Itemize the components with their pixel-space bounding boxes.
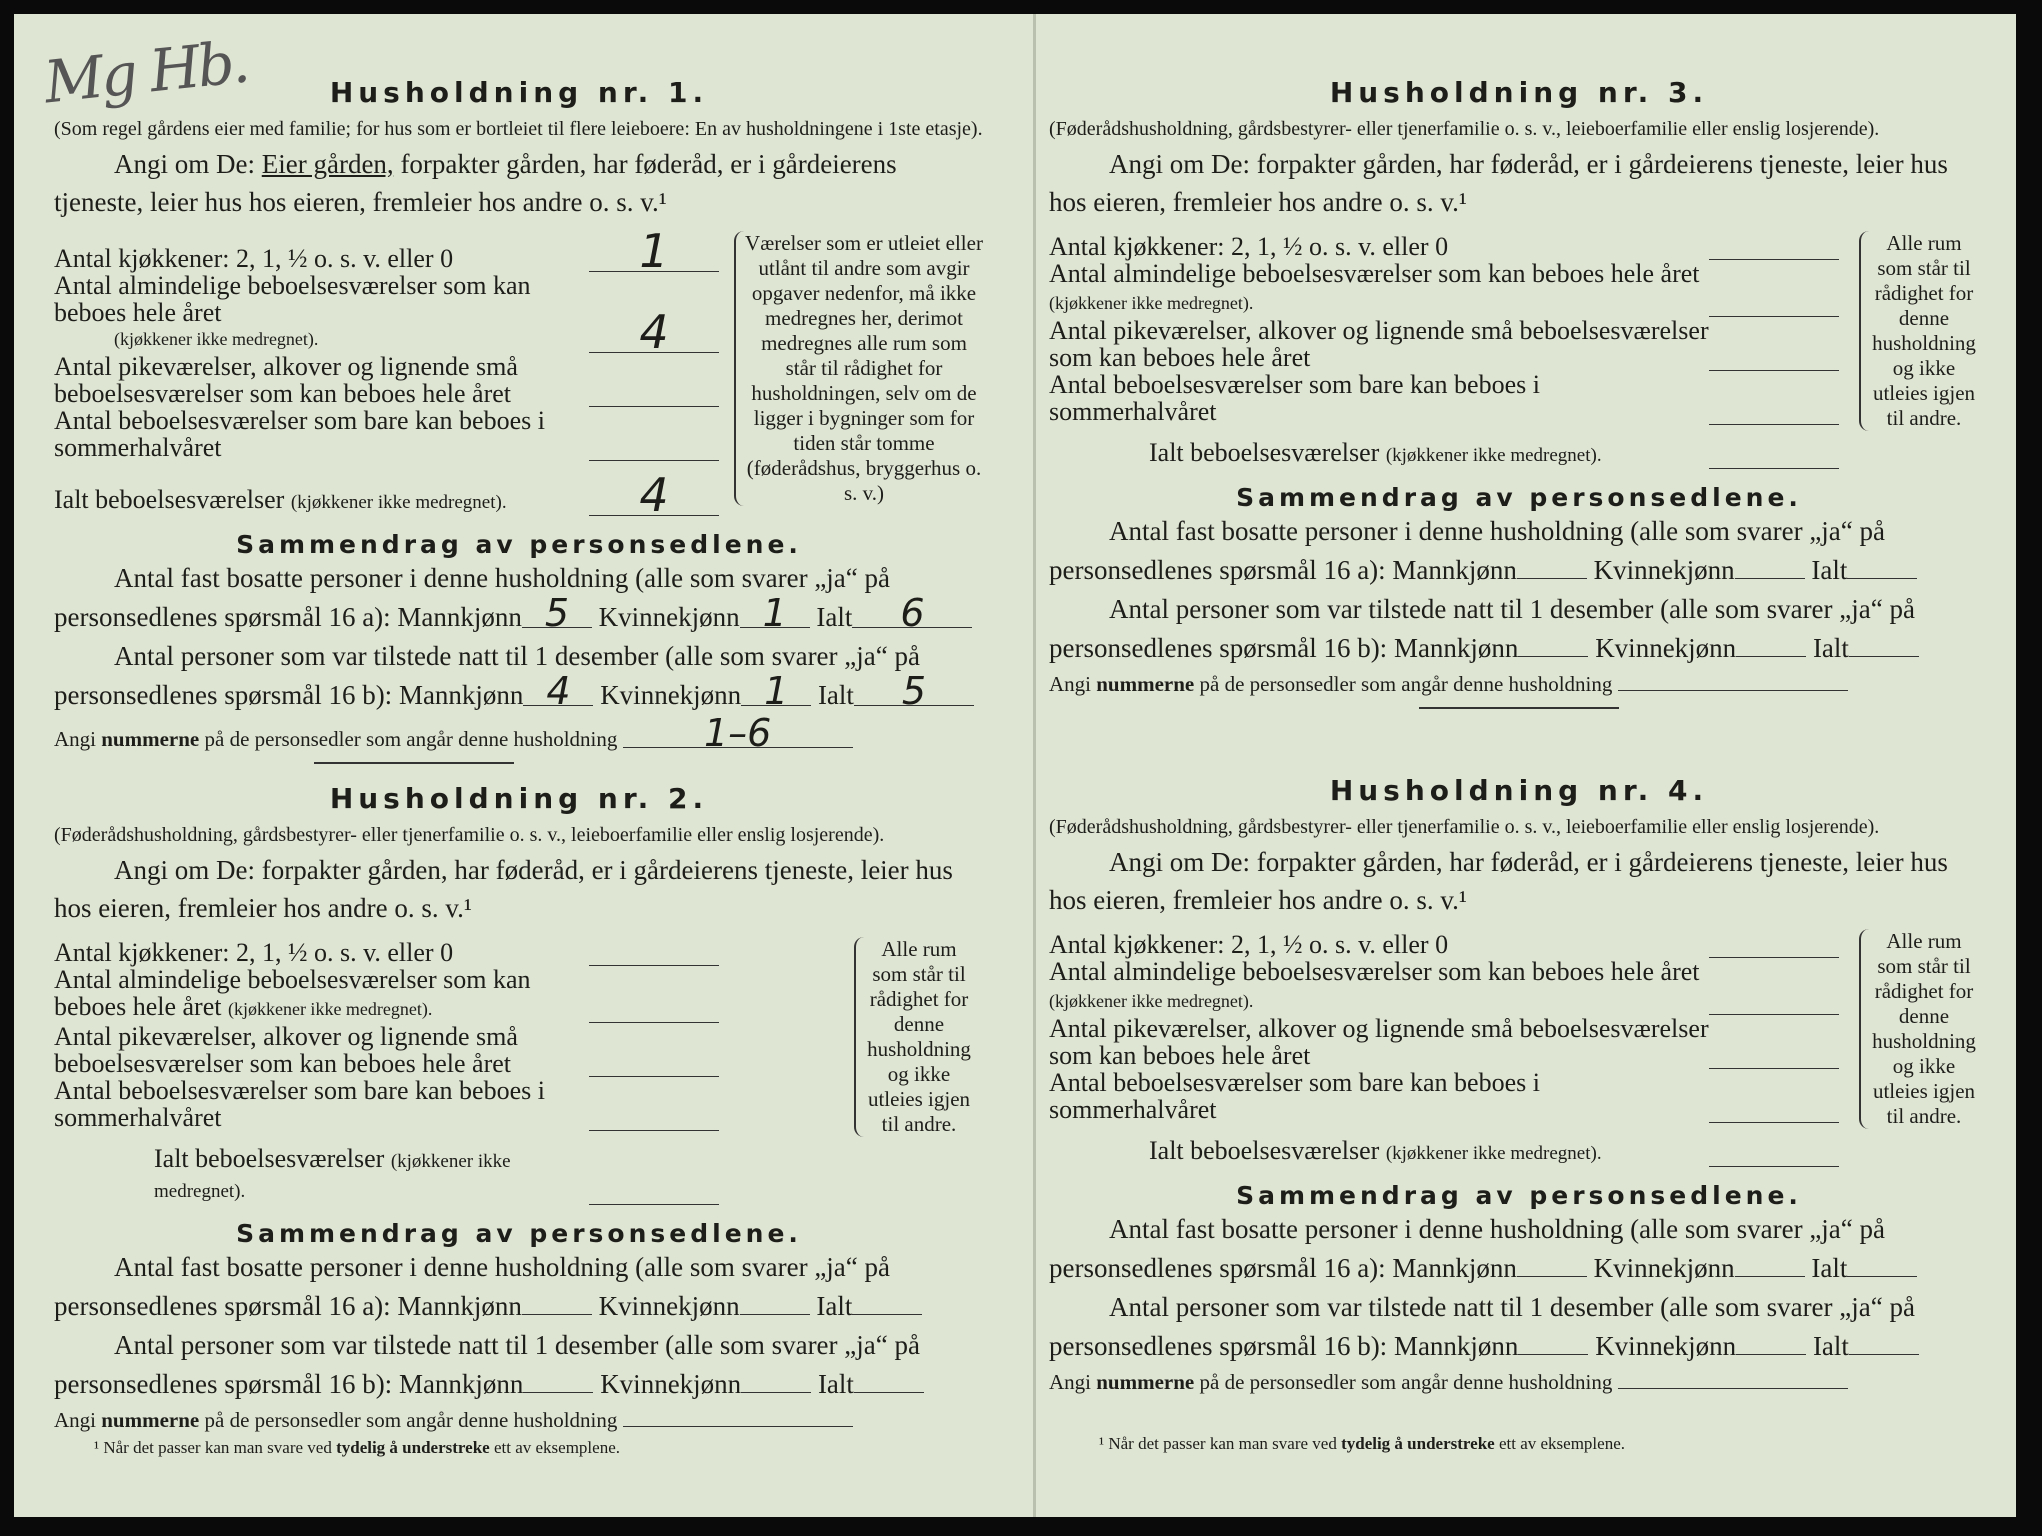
kitchens-value[interactable] xyxy=(1709,231,1839,260)
separator xyxy=(314,762,514,764)
ordinary-rooms-value[interactable]: 4 xyxy=(589,312,719,353)
household-title: Husholdning nr. 2. xyxy=(329,782,709,815)
total-rooms-sub: (kjøkkener ikke medregnet). xyxy=(290,492,507,513)
bracket-note: Alle rum som står til rådighet for denne husholdning og ikke utleies igjen til andre. xyxy=(1859,929,1979,1129)
summary-16b-line: personsedlenes spørsmål 16 b): xyxy=(54,680,393,710)
household-1 xyxy=(54,76,984,764)
female-16b-value[interactable] xyxy=(741,1392,811,1393)
household-title: Husholdning nr. 3. xyxy=(1329,76,1709,109)
household-note: (Føderådshusholdning, gårdsbestyrer- eller tjenerfamilie o. s. v., leieboerfamilie eller enslig losjerende). xyxy=(1049,816,1880,838)
small-rooms-row: Antal pikeværelser, alkover og lignende små beboelsesværelser som kan beboes hele året xyxy=(1049,317,1839,371)
ordinary-rooms-row: Antal almindelige beboelsesværelser som kan beboes hele året (kjøkkener ikke medregnet). xyxy=(54,966,719,1023)
person-numbers-value[interactable] xyxy=(623,1426,853,1427)
occupancy-question: Angi om De: forpakter gården, har føderåd, er i gårdeierens tjeneste, leier hus hos eieren, fremleier hos andre o. s. v.¹ xyxy=(1049,847,1948,915)
angi-label: Angi om De: xyxy=(114,149,255,179)
separator xyxy=(1419,707,1619,709)
summary-16a-intro: Antal fast bosatte personer i denne husholdning (alle som svarer „ja“ på xyxy=(114,563,890,593)
male-16b-value[interactable] xyxy=(1518,656,1588,657)
summer-rooms-value[interactable] xyxy=(589,1102,719,1131)
occupancy-question: Angi om De: forpakter gården, har føderåd, er i gårdeierens tjeneste, leier hus hos eieren, fremleier hos andre o. s. v.¹ xyxy=(54,855,953,923)
male-16b-value[interactable] xyxy=(523,1392,593,1393)
summary-16b: Antal personer som var tilstede natt til 1 desember (alle som svarer „ja“ på personsedlenes spørsmål 16 b): Mannkjønn Kvinnekjønn Ialt xyxy=(1049,590,1989,668)
total-rooms-row: Ialt beboelsesværelser (kjøkkener ikke medregnet). xyxy=(1049,439,1839,469)
ordinary-rooms-value[interactable] xyxy=(589,994,719,1023)
summer-rooms-value[interactable] xyxy=(589,432,719,461)
household-title: Husholdning nr. 4. xyxy=(1329,774,1709,807)
female-label: Kvinnekjønn xyxy=(598,602,740,632)
summary-title: Sammendrag av personsedlene. xyxy=(1236,483,1802,512)
total-16a-value[interactable] xyxy=(1847,578,1917,579)
summer-rooms-row: Antal beboelsesværelser som bare kan beboes i sommerhalvåret xyxy=(1049,1069,1839,1123)
bracket-note: Alle rum som står til rådighet for denne husholdning og ikke utleies igjen til andre. xyxy=(854,937,974,1137)
ordinary-rooms-sub: (kjøkkener ikke medregnet). xyxy=(114,329,319,349)
female-16a-value[interactable] xyxy=(740,1314,810,1315)
female-label: Kvinnekjønn xyxy=(600,680,742,710)
summer-rooms-row: Antal beboelsesværelser som bare kan beboes i sommerhalvåret xyxy=(1049,371,1839,425)
summer-rooms-value[interactable] xyxy=(1709,1094,1839,1123)
total-rooms-row: Ialt beboelsesværelser (kjøkkener ikke medregnet). xyxy=(1049,1137,1839,1167)
total-rooms-row xyxy=(54,468,719,522)
room-rows xyxy=(54,224,719,522)
person-numbers-value[interactable] xyxy=(1618,1388,1848,1389)
summary-16b xyxy=(54,637,984,715)
small-rooms-value[interactable] xyxy=(1709,342,1839,371)
kitchens-row: Antal kjøkkener: 2, 1, ½ o. s. v. eller 0 xyxy=(54,937,719,966)
male-label: Mannkjønn xyxy=(397,602,522,632)
page-fold xyxy=(1033,14,1036,1517)
household-note: (Føderådshusholdning, gårdsbestyrer- eller tjenerfamilie o. s. v., leieboerfamilie eller enslig losjerende). xyxy=(1049,118,1880,140)
room-section xyxy=(54,224,984,522)
total-rooms-label: Ialt beboelsesværelser xyxy=(54,485,285,514)
summary-16a: Antal fast bosatte personer i denne husholdning (alle som svarer „ja“ på personsedlenes spørsmål 16 a): Mannkjønn Kvinnekjønn Ialt xyxy=(1049,1210,1989,1288)
small-rooms-value[interactable] xyxy=(589,378,719,407)
summary-16a xyxy=(54,559,984,637)
total-rooms-row: Ialt beboelsesværelser (kjøkkener ikke medregnet). xyxy=(54,1145,719,1205)
female-16b-value[interactable]: 1 xyxy=(741,677,811,706)
ordinary-rooms-value[interactable] xyxy=(1709,986,1839,1015)
household-note: (Som regel gårdens eier med familie; for hus som er bortleiet til flere leieboere: En av husholdningene i 1ste etasje). xyxy=(54,118,983,140)
total-16a-value[interactable]: 6 xyxy=(852,599,972,628)
summary-16b-intro: Antal personer som var tilstede natt til 1 desember (alle som svarer „ja“ på xyxy=(114,641,920,671)
total-16b-value[interactable] xyxy=(854,1392,924,1393)
ordinary-rooms-value[interactable] xyxy=(1709,288,1839,317)
total-rooms-value[interactable] xyxy=(1709,440,1839,469)
pencil-annotation: Mg Hb. xyxy=(41,27,251,117)
bracket-note: Værelser som er utleiet eller utlånt til andre som avgir opgaver nedenfor, må ikke medregnes her, derimot medregnes alle rum som står til rådighet for husholdningen, selv om de ligger i bygninger som for tiden står tomme (føderådshus, bryggerhus o. s. v.) xyxy=(734,231,984,506)
small-rooms-row xyxy=(54,353,719,407)
total-16b-value[interactable] xyxy=(1849,1354,1919,1355)
summary-title: Sammendrag av personsedlene. xyxy=(236,530,802,559)
summary-16a: Antal fast bosatte personer i denne husholdning (alle som svarer „ja“ på personsedlenes spørsmål 16 a): Mannkjønn Kvinnekjønn Ialt xyxy=(1049,512,1989,590)
census-form-spread xyxy=(14,14,2016,1517)
total-rooms-value[interactable] xyxy=(1709,1138,1839,1167)
total-label: Ialt xyxy=(816,602,853,632)
summer-rooms-value[interactable] xyxy=(1709,396,1839,425)
ordinary-rooms-row xyxy=(54,271,719,359)
small-rooms-row: Antal pikeværelser, alkover og lignende små beboelsesværelser som kan beboes hele året xyxy=(54,1023,719,1077)
female-16a-value[interactable] xyxy=(1735,578,1805,579)
household-title: Husholdning nr. 1. xyxy=(329,76,709,109)
room-section xyxy=(1049,929,1989,1167)
total-16a-value[interactable] xyxy=(852,1314,922,1315)
household-note: (Føderådshusholdning, gårdsbestyrer- eller tjenerfamilie o. s. v., leieboerfamilie eller enslig losjerende). xyxy=(54,824,885,846)
occupancy-question xyxy=(54,145,984,221)
person-numbers-value[interactable] xyxy=(1618,690,1848,691)
selected-option: Eier gården, xyxy=(261,149,394,179)
male-16a-value[interactable] xyxy=(1517,578,1587,579)
male-16a-value[interactable] xyxy=(522,1314,592,1315)
female-16b-value[interactable] xyxy=(1736,1354,1806,1355)
total-rooms-value[interactable]: 4 xyxy=(589,475,719,516)
total-16a-value[interactable] xyxy=(1847,1276,1917,1277)
summer-rooms-label: Antal beboelsesværelser som bare kan beboes i sommerhalvåret xyxy=(54,406,545,462)
kitchens-row: Antal kjøkkener: 2, 1, ½ o. s. v. eller 0 xyxy=(1049,231,1839,260)
male-16b-value[interactable]: 4 xyxy=(523,677,593,706)
bracket-note: Alle rum som står til rådighet for denne husholdning og ikke utleies igjen til andre. xyxy=(1859,231,1979,431)
kitchens-label: Antal kjøkkener: 2, 1, ½ o. s. v. eller 0 xyxy=(54,244,454,273)
room-section xyxy=(1049,231,1989,469)
total-label: Ialt xyxy=(817,680,854,710)
kitchens-value[interactable] xyxy=(589,937,719,966)
occupancy-question: Angi om De: forpakter gården, har føderåd, er i gårdeierens tjeneste, leier hus hos eieren, fremleier hos andre o. s. v.¹ xyxy=(1049,149,1948,217)
kitchens-row: Antal kjøkkener: 2, 1, ½ o. s. v. eller 0 xyxy=(1049,929,1839,958)
total-16b-value[interactable]: 5 xyxy=(854,677,974,706)
male-16a-value[interactable] xyxy=(1517,1276,1587,1277)
summary-16b: Antal personer som var tilstede natt til 1 desember (alle som svarer „ja“ på personsedlenes spørsmål 16 b): Mannkjønn Kvinnekjønn Ialt xyxy=(1049,1288,1989,1366)
household-4 xyxy=(1049,774,1989,1395)
footnote: ¹ Når det passer kan man svare ved tydelig å understreke ett av eksemplene. xyxy=(1099,1434,1625,1453)
small-rooms-row: Antal pikeværelser, alkover og lignende små beboelsesværelser som kan beboes hele året xyxy=(1049,1015,1839,1069)
person-numbers-row: Angi nummerne på de personsedler som angår denne husholdning xyxy=(1049,1370,1989,1395)
household-3 xyxy=(1049,76,1989,709)
household-2 xyxy=(54,782,984,1433)
total-rooms-value[interactable] xyxy=(589,1176,719,1205)
small-rooms-label: Antal pikeværelser, alkover og lignende små beboelsesværelser som kan beboes hele året xyxy=(54,352,518,408)
summary-title: Sammendrag av personsedlene. xyxy=(236,1219,802,1248)
summer-rooms-row xyxy=(54,407,719,461)
person-numbers-row: Angi nummerne på de personsedler som angår denne husholdning 1–6 xyxy=(54,719,984,752)
female-16b-value[interactable] xyxy=(1736,656,1806,657)
male-16b-value[interactable] xyxy=(1518,1354,1588,1355)
summary-16a-line: personsedlenes spørsmål 16 a): xyxy=(54,602,391,632)
ordinary-rooms-label: Antal almindelige beboelsesværelser som kan beboes hele året xyxy=(54,271,531,327)
room-section xyxy=(54,937,984,1205)
female-16a-value[interactable]: 1 xyxy=(740,599,810,628)
summer-rooms-row: Antal beboelsesværelser som bare kan beboes i sommerhalvåret xyxy=(54,1077,719,1131)
summary-16a: Antal fast bosatte personer i denne husholdning (alle som svarer „ja“ på personsedlenes spørsmål 16 a): Mannkjønn Kvinnekjønn Ialt xyxy=(54,1248,984,1326)
total-16b-value[interactable] xyxy=(1849,656,1919,657)
small-rooms-value[interactable] xyxy=(1709,1040,1839,1069)
male-16a-value[interactable]: 5 xyxy=(522,599,592,628)
male-label: Mannkjønn xyxy=(398,680,524,710)
kitchens-row xyxy=(54,224,719,278)
kitchens-value[interactable] xyxy=(1709,929,1839,958)
summary-16b: Antal personer som var tilstede natt til 1 desember (alle som svarer „ja“ på personsedlenes spørsmål 16 b): Mannkjønn Kvinnekjønn Ialt xyxy=(54,1326,984,1404)
person-numbers-row: Angi nummerne på de personsedler som angår denne husholdning xyxy=(1049,672,1989,697)
options-rest: forpakter gården, har føderåd, er i gårdeierens tjeneste, leier hus hos eieren, fremleier hos andre o. s. v.¹ xyxy=(54,149,897,217)
footnote: ¹ Når det passer kan man svare ved tydelig å understreke ett av eksemplene. xyxy=(94,1438,620,1457)
ordinary-rooms-row: Antal almindelige beboelsesværelser som kan beboes hele året (kjøkkener ikke medregnet). xyxy=(1049,260,1839,317)
ordinary-rooms-row: Antal almindelige beboelsesværelser som kan beboes hele året (kjøkkener ikke medregnet). xyxy=(1049,958,1839,1015)
female-16a-value[interactable] xyxy=(1735,1276,1805,1277)
kitchens-value[interactable]: 1 xyxy=(589,231,719,272)
person-numbers-value[interactable]: 1–6 xyxy=(623,719,853,748)
person-numbers-row: Angi nummerne på de personsedler som angår denne husholdning xyxy=(54,1408,984,1433)
small-rooms-value[interactable] xyxy=(589,1048,719,1077)
summary-title: Sammendrag av personsedlene. xyxy=(1236,1181,1802,1210)
